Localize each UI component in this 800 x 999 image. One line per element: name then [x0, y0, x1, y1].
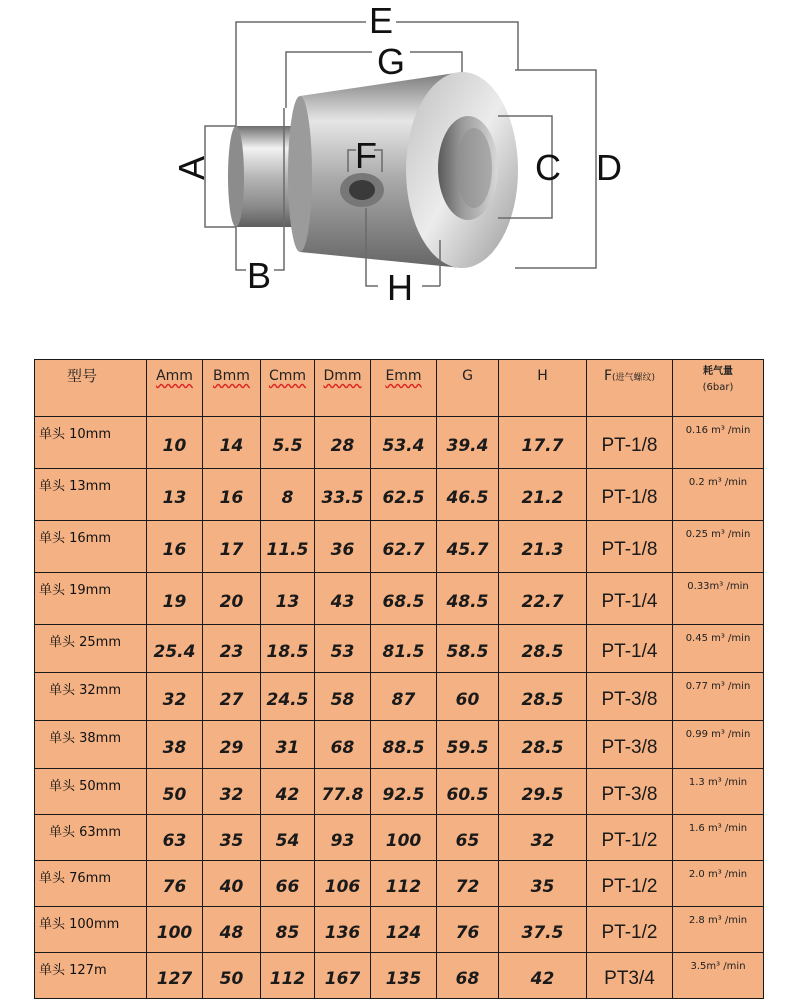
cell-b: 48 — [203, 907, 261, 953]
cell-h: 42 — [499, 953, 587, 999]
cell-c: 31 — [261, 721, 315, 769]
table-row — [35, 907, 764, 953]
cell-d: 36 — [315, 521, 371, 573]
cell-a: 25.4 — [147, 625, 203, 673]
header-a — [147, 360, 203, 417]
header-b — [203, 360, 261, 417]
cell-a: 50 — [147, 769, 203, 815]
cell-air-consumption: 1.3 m³ /min — [673, 769, 764, 815]
air-inlet-hole — [340, 173, 384, 207]
cell-air-consumption: 2.0 m³ /min — [673, 861, 764, 907]
cell-e: 68.5 — [371, 573, 437, 625]
cell-model: 单头 63mm — [35, 815, 147, 861]
table-row — [35, 769, 764, 815]
cell-a: 76 — [147, 861, 203, 907]
cell-f-thread: PT-3/8 — [587, 673, 673, 721]
cell-g: 60.5 — [437, 769, 499, 815]
cell-d: 53 — [315, 625, 371, 673]
cell-e: 53.4 — [371, 417, 437, 469]
table-row — [35, 573, 764, 625]
cell-g: 45.7 — [437, 521, 499, 573]
cell-h: 37.5 — [499, 907, 587, 953]
cell-h: 29.5 — [499, 769, 587, 815]
header-e — [371, 360, 437, 417]
cell-model: 单头 38mm — [35, 721, 147, 769]
cell-air-consumption: 3.5m³ /min — [673, 953, 764, 999]
cell-model: 单头 25mm — [35, 625, 147, 673]
cell-h: 28.5 — [499, 625, 587, 673]
cell-b: 23 — [203, 625, 261, 673]
dim-label-g: G — [376, 41, 406, 82]
cell-model: 单头 76mm — [35, 861, 147, 907]
cell-b: 40 — [203, 861, 261, 907]
cell-a: 10 — [147, 417, 203, 469]
cell-h: 21.3 — [499, 521, 587, 573]
cell-h: 17.7 — [499, 417, 587, 469]
cell-model: 单头 32mm — [35, 673, 147, 721]
table-row — [35, 521, 764, 573]
cell-model: 单头 10mm — [35, 417, 147, 469]
table-row — [35, 721, 764, 769]
cell-air-consumption: 0.33m³ /min — [673, 573, 764, 625]
cell-b: 16 — [203, 469, 261, 521]
cell-g: 59.5 — [437, 721, 499, 769]
nozzle-diagram — [0, 0, 800, 330]
header-consumption-label: 耗气量 — [703, 366, 733, 377]
cell-model: 单头 16mm — [35, 521, 147, 573]
cell-f-thread: PT-3/8 — [587, 721, 673, 769]
cell-air-consumption: 0.99 m³ /min — [673, 721, 764, 769]
cell-c: 18.5 — [261, 625, 315, 673]
cell-b: 17 — [203, 521, 261, 573]
cell-model: 单头 19mm — [35, 573, 147, 625]
cell-a: 63 — [147, 815, 203, 861]
cell-f-thread: PT-1/4 — [587, 625, 673, 673]
cell-e: 81.5 — [371, 625, 437, 673]
cell-air-consumption: 0.25 m³ /min — [673, 521, 764, 573]
cell-e: 62.7 — [371, 521, 437, 573]
cell-air-consumption: 0.45 m³ /min — [673, 625, 764, 673]
header-model: 型号 — [35, 360, 147, 417]
header-d — [315, 360, 371, 417]
cell-a: 38 — [147, 721, 203, 769]
cell-d: 68 — [315, 721, 371, 769]
header-b-label: Bmm — [213, 368, 250, 384]
cell-g: 58.5 — [437, 625, 499, 673]
cell-b: 35 — [203, 815, 261, 861]
cell-g: 60 — [437, 673, 499, 721]
dim-label-c: C — [535, 147, 561, 188]
cell-h: 35 — [499, 861, 587, 907]
cell-f-thread: PT3/4 — [587, 953, 673, 999]
cell-air-consumption: 0.2 m³ /min — [673, 469, 764, 521]
table-row — [35, 861, 764, 907]
table-row — [35, 417, 764, 469]
cell-c: 5.5 — [261, 417, 315, 469]
cell-c: 85 — [261, 907, 315, 953]
cell-e: 88.5 — [371, 721, 437, 769]
cell-f-thread: PT-1/2 — [587, 815, 673, 861]
cell-a: 13 — [147, 469, 203, 521]
table-row — [35, 469, 764, 521]
cell-f-thread: PT-1/8 — [587, 417, 673, 469]
header-c-label: Cmm — [268, 368, 307, 384]
cell-a: 32 — [147, 673, 203, 721]
dim-label-a: A — [171, 155, 212, 181]
cell-e: 100 — [371, 815, 437, 861]
cell-d: 77.8 — [315, 769, 371, 815]
header-c — [261, 360, 315, 417]
cell-b: 20 — [203, 573, 261, 625]
cell-b: 32 — [203, 769, 261, 815]
cell-c: 42 — [261, 769, 315, 815]
cell-e: 92.5 — [371, 769, 437, 815]
cell-d: 136 — [315, 907, 371, 953]
cell-e: 62.5 — [371, 469, 437, 521]
cell-c: 13 — [261, 573, 315, 625]
header-f-label: F — [603, 368, 613, 384]
cell-d: 167 — [315, 953, 371, 999]
cell-f-thread: PT-1/8 — [587, 469, 673, 521]
header-e-label: Emm — [385, 368, 422, 384]
cell-d: 58 — [315, 673, 371, 721]
cell-g: 76 — [437, 907, 499, 953]
cell-f-thread: PT-1/4 — [587, 573, 673, 625]
cell-b: 29 — [203, 721, 261, 769]
table-row — [35, 673, 764, 721]
cell-a: 100 — [147, 907, 203, 953]
spec-table-body — [35, 417, 764, 999]
table-row — [35, 953, 764, 999]
cell-c: 112 — [261, 953, 315, 999]
cell-h: 21.2 — [499, 469, 587, 521]
header-a-label: Amm — [156, 368, 193, 384]
cell-a: 127 — [147, 953, 203, 999]
table-row — [35, 625, 764, 673]
cell-h: 32 — [499, 815, 587, 861]
cell-d: 106 — [315, 861, 371, 907]
dim-label-h: H — [387, 267, 413, 308]
cell-h: 22.7 — [499, 573, 587, 625]
cell-e: 135 — [371, 953, 437, 999]
cell-h: 28.5 — [499, 721, 587, 769]
cell-a: 19 — [147, 573, 203, 625]
cell-e: 87 — [371, 673, 437, 721]
cell-g: 72 — [437, 861, 499, 907]
cell-f-thread: PT-1/2 — [587, 861, 673, 907]
cell-h: 28.5 — [499, 673, 587, 721]
cell-c: 66 — [261, 861, 315, 907]
cell-g: 65 — [437, 815, 499, 861]
header-h: H — [499, 360, 587, 417]
header-f — [587, 360, 673, 417]
cell-air-consumption: 0.77 m³ /min — [673, 673, 764, 721]
dim-label-d: D — [596, 147, 622, 188]
cell-g: 48.5 — [437, 573, 499, 625]
cell-g: 68 — [437, 953, 499, 999]
cell-model: 单头 127m — [35, 953, 147, 999]
header-f-note: (进气螺纹) — [612, 373, 656, 383]
cell-air-consumption: 1.6 m³ /min — [673, 815, 764, 861]
cell-model: 单头 100mm — [35, 907, 147, 953]
cell-f-thread: PT-3/8 — [587, 769, 673, 815]
cell-b: 50 — [203, 953, 261, 999]
cell-c: 8 — [261, 469, 315, 521]
cell-d: 93 — [315, 815, 371, 861]
cell-g: 39.4 — [437, 417, 499, 469]
header-row — [35, 360, 764, 417]
cell-model: 单头 13mm — [35, 469, 147, 521]
cell-model: 单头 50mm — [35, 769, 147, 815]
cell-air-consumption: 2.8 m³ /min — [673, 907, 764, 953]
cell-d: 28 — [315, 417, 371, 469]
cell-a: 16 — [147, 521, 203, 573]
cell-air-consumption: 0.16 m³ /min — [673, 417, 764, 469]
cell-g: 46.5 — [437, 469, 499, 521]
cell-c: 54 — [261, 815, 315, 861]
spec-table — [34, 359, 764, 999]
cell-f-thread: PT-1/8 — [587, 521, 673, 573]
header-consumption — [673, 360, 764, 417]
dim-label-b: B — [246, 255, 272, 296]
cell-f-thread: PT-1/2 — [587, 907, 673, 953]
cell-e: 124 — [371, 907, 437, 953]
header-g: G — [437, 360, 499, 417]
cell-b: 27 — [203, 673, 261, 721]
cell-e: 112 — [371, 861, 437, 907]
table-row — [35, 815, 764, 861]
main-body — [288, 72, 518, 268]
cell-d: 43 — [315, 573, 371, 625]
cell-c: 24.5 — [261, 673, 315, 721]
cell-b: 14 — [203, 417, 261, 469]
dim-label-f: F — [355, 135, 377, 176]
header-d-label: Dmm — [323, 368, 362, 384]
header-consumption-note: (6bar) — [702, 382, 734, 393]
dim-label-e: E — [368, 0, 394, 41]
cell-c: 11.5 — [261, 521, 315, 573]
cell-d: 33.5 — [315, 469, 371, 521]
